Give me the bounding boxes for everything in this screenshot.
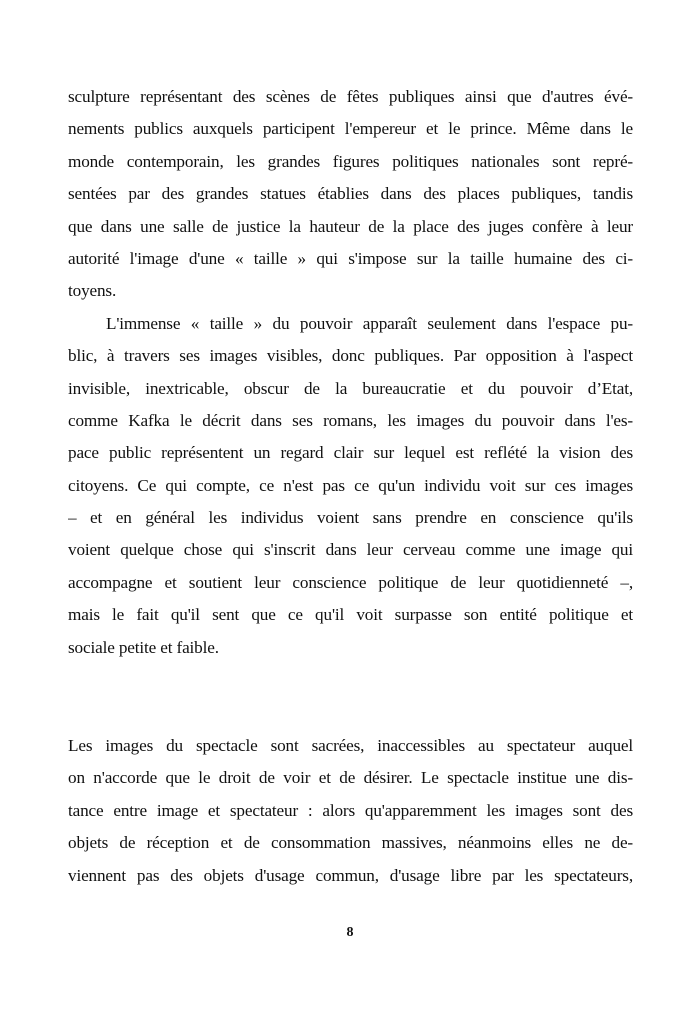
text-line: pace public représentent un regard clair sur lequel est reflété la vision des xyxy=(68,443,633,463)
text-line: tance entre image et spectateur : alors qu'apparemment les images sont des xyxy=(68,800,633,820)
text-line: invisible, inextricable, obscur de la bureaucratie et du pouvoir d’Etat, xyxy=(68,378,633,398)
text-block-upper xyxy=(68,81,633,664)
page-number: 8 xyxy=(346,925,354,940)
text-line: mais le fait qu'il sent que ce qu'il voit surpasse son entité politique et xyxy=(68,605,633,625)
text-line: comme Kafka le décrit dans ses romans, les images du pouvoir dans l'es- xyxy=(68,410,633,430)
text-line: citoyens. Ce qui compte, ce n'est pas ce qu'un individu voit sur ces images xyxy=(68,475,633,495)
text-line: monde contemporain, les grandes figures politiques nationales sont repré- xyxy=(68,151,633,171)
paragraph-2 xyxy=(68,308,633,664)
text-line: Les images du spectacle sont sacrées, inaccessibles au spectateur auquel xyxy=(68,736,633,755)
text-line: – et en général les individus voient sans prendre en conscience qu'ils xyxy=(68,508,633,528)
text-line: objets de réception et de consommation massives, néanmoins elles ne de- xyxy=(68,833,633,853)
paragraph-3 xyxy=(68,730,633,892)
text-line: sentées par des grandes statues établies dans des places publiques, tandis xyxy=(68,184,633,204)
text-line: L'immense « taille » du pouvoir apparaît seulement dans l'espace pu- xyxy=(106,313,633,333)
text-line: blic, à travers ses images visibles, donc publiques. Par opposition à l'aspect xyxy=(68,346,633,366)
text-line: viennent pas des objets d'usage commun, d'usage libre par les spectateurs, xyxy=(68,865,633,885)
text-line: accompagne et soutient leur conscience politique de leur quotidienneté –, xyxy=(68,572,633,592)
text-line: on n'accorde que le droit de voir et de désirer. Le spectacle institue une dis- xyxy=(68,768,633,788)
text-line: autorité l'image d'une « taille » qui s'impose sur la taille humaine des ci- xyxy=(68,248,633,268)
text-line: sculpture représentant des scènes de fêtes publiques ainsi que d'autres évé- xyxy=(68,87,633,106)
text-line: nements publics auxquels participent l'empereur et le prince. Même dans le xyxy=(68,119,633,139)
text-line: que dans une salle de justice la hauteur de la place des juges confère à leur xyxy=(68,216,633,236)
text-line: toyens. xyxy=(68,281,117,301)
text-line: voient quelque chose qui s'inscrit dans leur cerveau comme une image qui xyxy=(68,540,633,560)
text-line: sociale petite et faible. xyxy=(68,637,219,657)
paragraph-1 xyxy=(68,81,633,308)
text-block-lower xyxy=(68,730,633,892)
